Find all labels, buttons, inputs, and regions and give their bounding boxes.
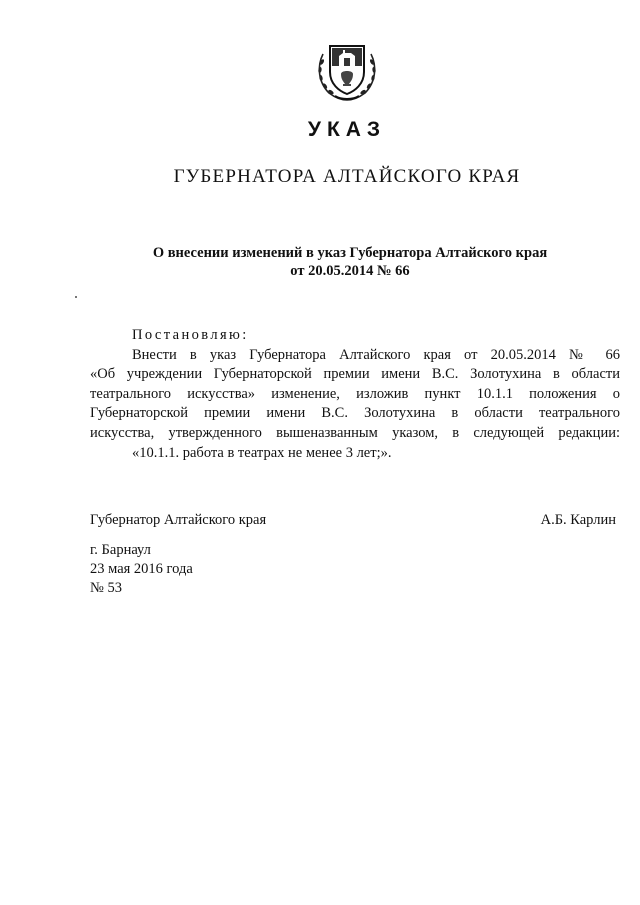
decree-city: г. Барнаул [90, 542, 151, 558]
amendment-text: «10.1.1. работа в театрах не менее 3 лет;». [132, 444, 392, 461]
decree-number: № 53 [90, 580, 122, 596]
decree-issuer: ГУБЕРНАТОРА АЛТАЙСКОГО КРАЯ [173, 166, 521, 187]
decree-word: Постановляю: [132, 327, 249, 343]
body-line-5: искусства, утвержденного вышеназванным указом, в следующей редакции: [90, 424, 620, 441]
decree-title: УКАЗ [307, 118, 387, 141]
body-line-3: театрального искусства» изменение, изложив пункт 10.1.1 положения о [90, 385, 620, 402]
decree-body [90, 326, 620, 463]
body-line-2: «Об учреждении Губернаторской премии имени В.С. Золотухина в области [90, 366, 620, 383]
body-line-4: Губернаторской премии имени В.С. Золотухина в области театрального [90, 405, 620, 422]
body-line-1: Внести в указ Губернатора Алтайского края от 20.05.2014 № 66 [132, 346, 620, 363]
margin-mark [75, 296, 77, 298]
signatory-position: Губернатор Алтайского края [90, 512, 267, 528]
subject-line-2: от 20.05.2014 № 66 [290, 263, 410, 279]
decree-date: 23 мая 2016 года [90, 561, 193, 577]
signature-block [90, 511, 620, 530]
decree-footer [90, 541, 193, 598]
signatory-name: А.Б. Карлин [540, 512, 616, 528]
subject-line-1: О внесении изменений в указ Губернатора Алтайского края [152, 245, 548, 261]
coat-of-arms-icon [313, 36, 381, 104]
decree-subject [60, 244, 640, 280]
